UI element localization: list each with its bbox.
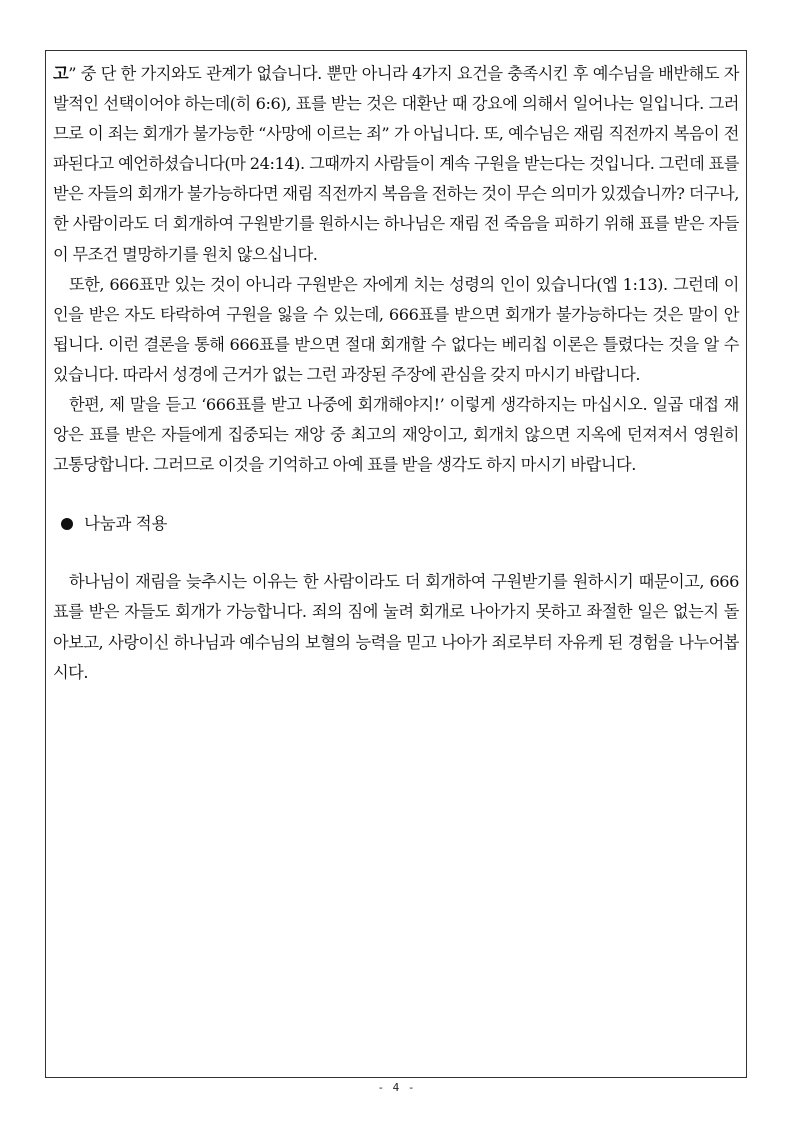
section-paragraph: 하나님이 재림을 늦추시는 이유는 한 사람이라도 더 회개하여 구원받기를 원하시기 때문이고, 666표를 받은 자들도 회개가 가능합니다. 죄의 짐에 눌려 회개로 나아가지 못하고 좌절한 일은 없는지 돌아보고, 사랑이신 하나님과 예수님의 보혈의 능력을 믿고 나아가 죄로부터 자유케 된 경험을 나누어봅시다. (53, 572, 739, 682)
section-heading-label: 나눔과 적용 (84, 514, 168, 534)
paragraph-1-lead: 고 (53, 64, 69, 83)
paragraph-1 (53, 59, 739, 270)
page-number: - 4 - (377, 1081, 416, 1094)
page-content (53, 59, 739, 688)
paragraph-3: 한편, 제 말을 듣고 ‘666표를 받고 나중에 회개해야지!’ 이렇게 생각하지는 마십시오. 일곱 대접 재앙은 표를 받은 자들에게 집중되는 재앙 중 최고의 재앙이고, 회개치 않으면 지옥에 던져져서 영원히 고통당합니다. 그러므로 이것을 기억하고 아예 표를 받을 생각도 하지 마시기 바랍니다. (53, 395, 739, 475)
paragraph-1-text: ” 중 단 한 가지와도 관계가 없습니다. 뿐만 아니라 4가지 요건을 충족시킨 후 예수님을 배반해도 자발적인 선택이어야 하는데(히 6:6), 표를 받는 것은 대환난 때 강요에 의해서 일어나는 일입니다. 그러므로 이 죄는 회개가 불가능한 “사망에 이르는 죄” 가 아닙니다. 또, 예수님은 재림 직전까지 복음이 전파된다고 예언하셨습니다(마 24:14). 그때까지 사람들이 계속 구원을 받는다는 것입니다. 그런데 표를 받은 자들의 회개가 불가능하다면 재림 직전까지 복음을 전하는 것이 무슨 의미가 있겠습니까? 더구나, 한 사람이라도 더 회개하여 구원받기를 원하시는 하나님은 재림 전 죽음을 피하기 위해 표를 받은 자들이 무조건 멸망하기를 원치 않으십니다. (53, 64, 739, 264)
section-heading (61, 510, 739, 538)
bullet-icon (61, 518, 73, 530)
paragraph-2: 또한, 666표만 있는 것이 아니라 구원받은 자에게 치는 성령의 인이 있습니다(엡 1:13). 그런데 이 인을 받은 자도 타락하여 구원을 잃을 수 있는데, 666표를 받으면 회개가 불가능하다는 것은 말이 안 됩니다. 이런 결론을 통해 666표를 받으면 절대 회개할 수 없다는 베리칩 이론은 틀렸다는 것을 알 수 있습니다. 따라서 성경에 근거가 없는 그런 과장된 주장에 관심을 갖지 마시기 바랍니다. (53, 274, 739, 384)
